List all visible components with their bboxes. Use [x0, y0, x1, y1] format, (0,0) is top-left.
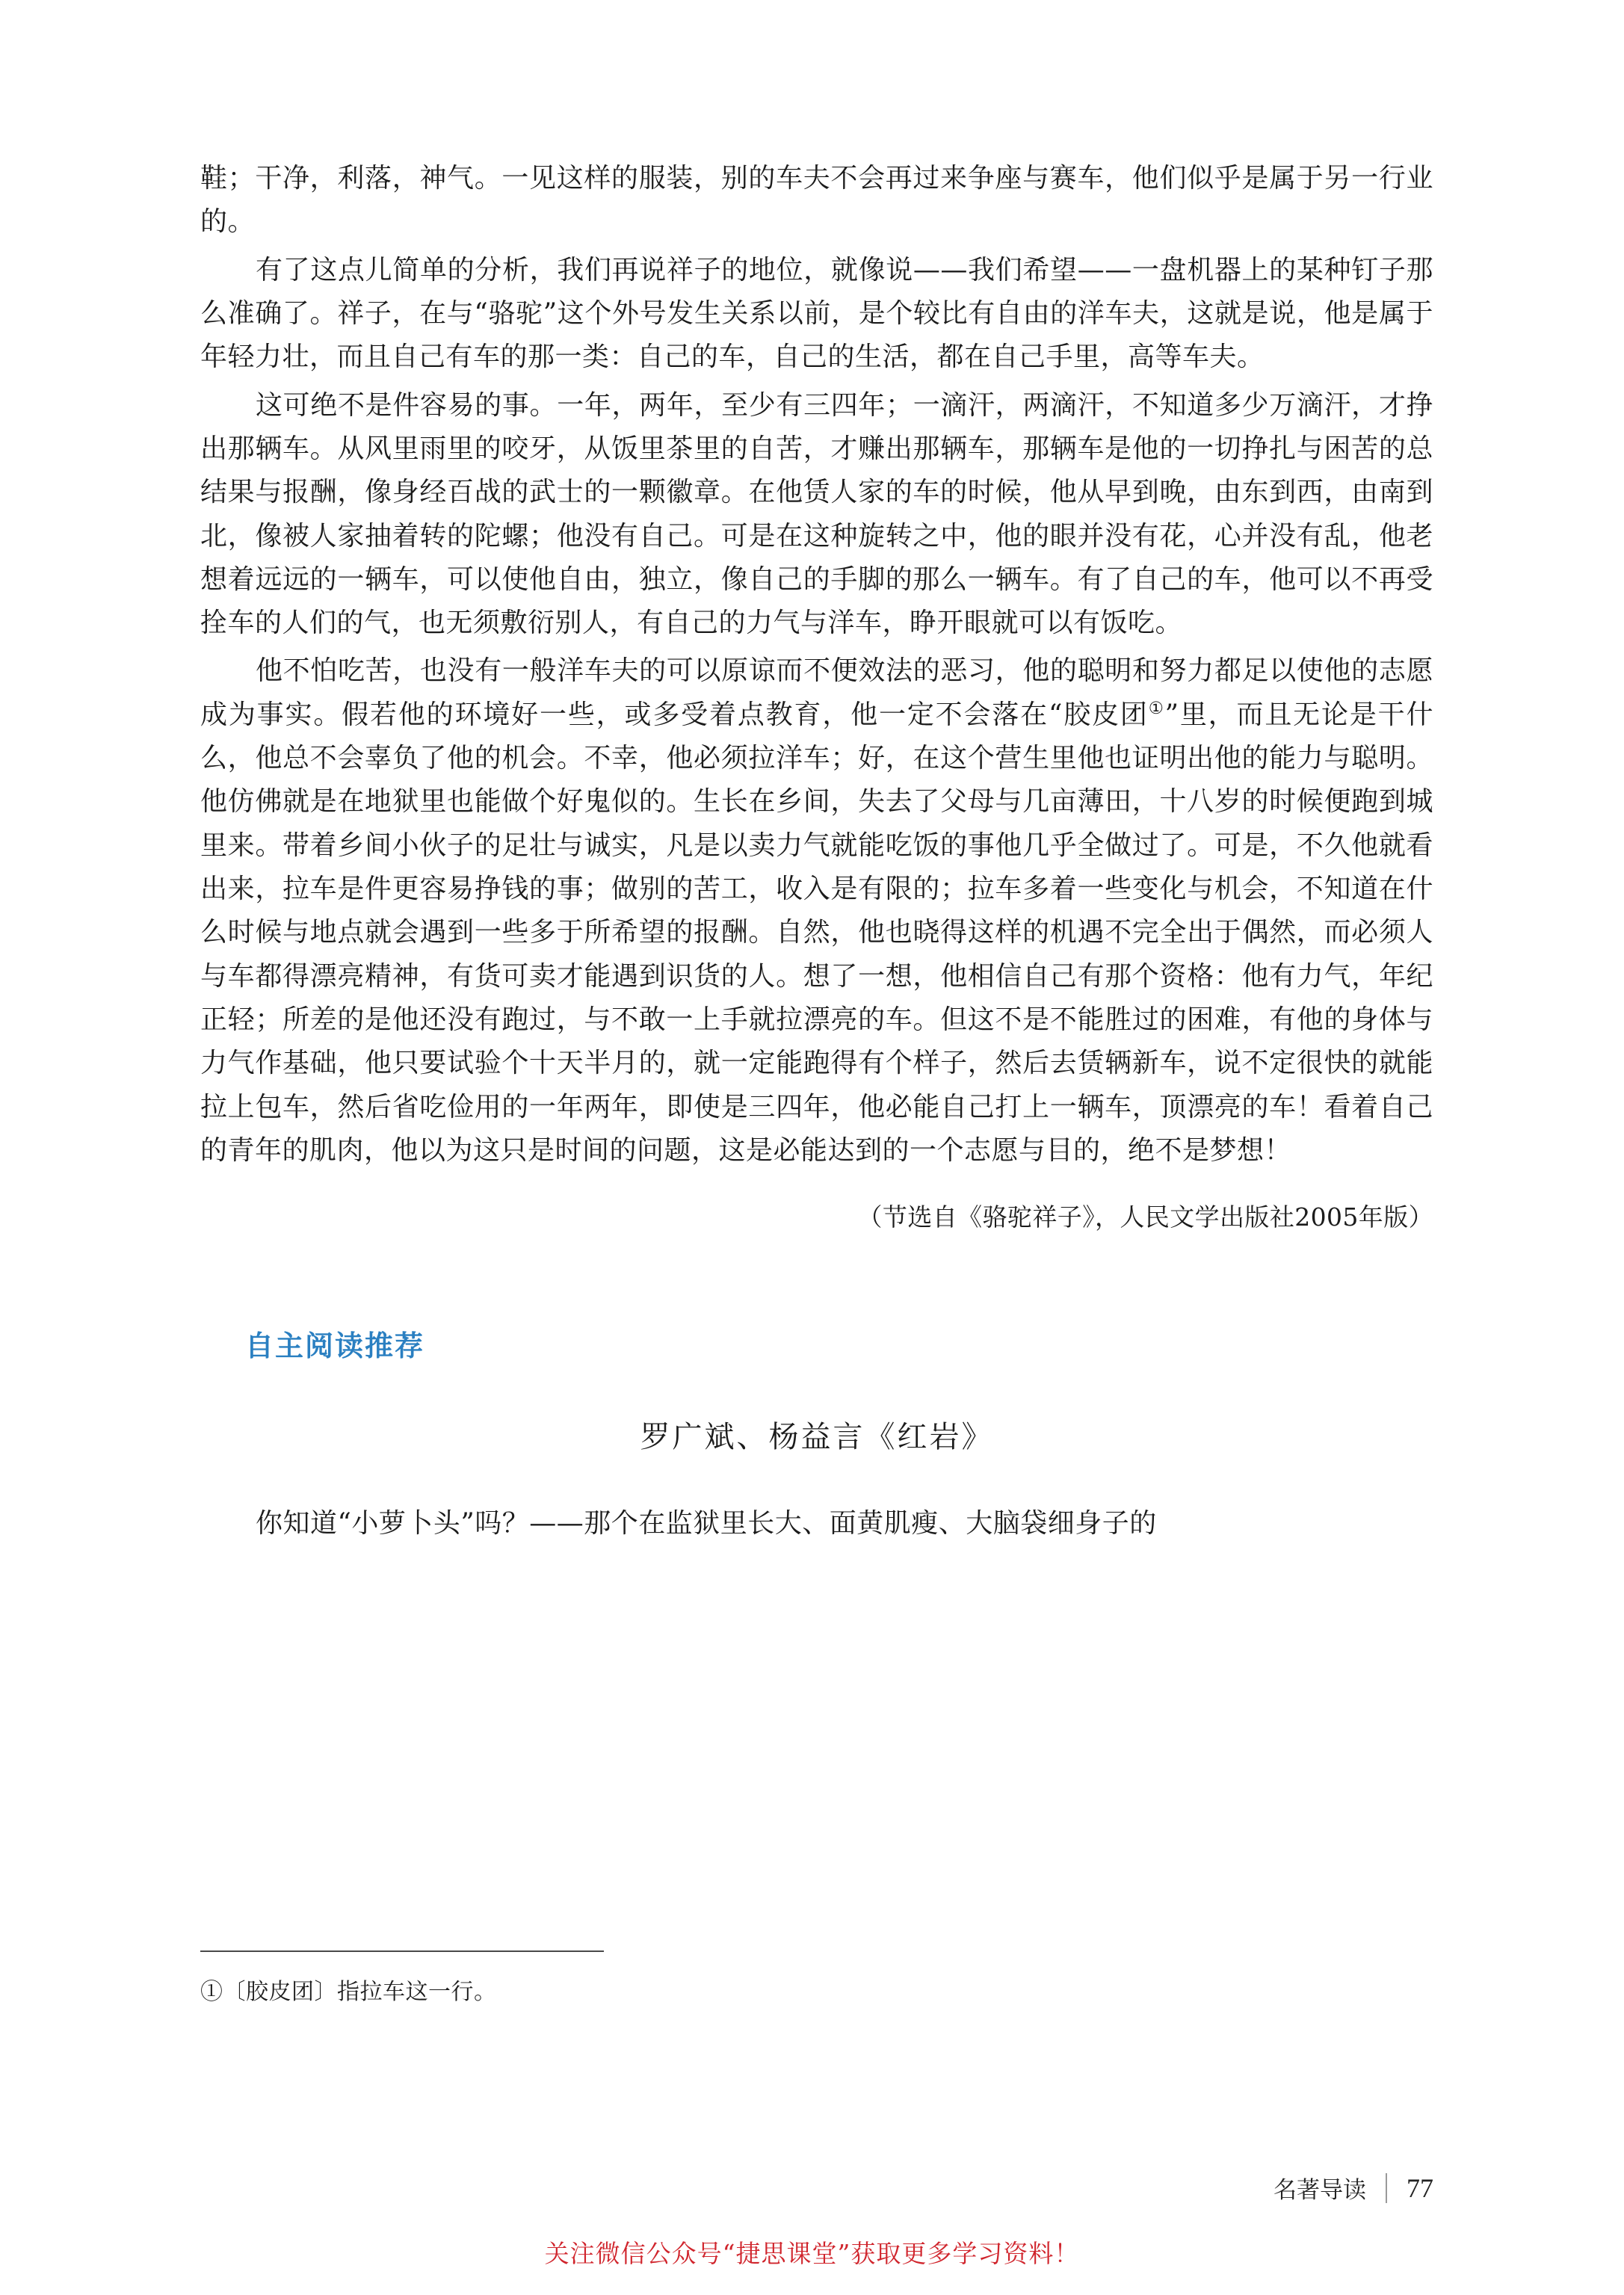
footnote-marker: ①: [1148, 698, 1165, 718]
recommended-book-title: 罗广斌、杨益言《红岩》: [640, 1420, 994, 1455]
footer-section-label: 名著导读: [1273, 2177, 1366, 2204]
source-attribution: （节选自《骆驼祥子》，人民文学出版社2005年版）: [857, 1202, 1433, 1232]
page-footer: [1273, 2171, 1433, 2205]
promo-watermark: 关注微信公众号“捷思课堂”获取更多学习资料！: [544, 2239, 1080, 2268]
paragraph-4-before: 他不怕吃苦，也没有一般洋车夫的可以原谅而不便效法的恶习，他的聪明和努力都足以使他的志愿成为事实。假若他的环境好一些，或多受着点教育，他一定不会落在“胶皮团: [200, 655, 1433, 730]
page-number: 77: [1407, 2172, 1433, 2203]
paragraph-5: 你知道“小萝卜头”吗？——那个在监狱里长大、面黄肌瘦、大脑袋细身子的: [256, 1508, 1157, 1539]
paragraph-1: 鞋；干净，利落，神气。一见这样的服装，别的车夫不会再过来争座与赛车，他们似乎是属于另一行业的。: [200, 163, 1433, 238]
paragraph-4-after: ”里，而且无论是干什么，他总不会辜负了他的机会。不幸，他必须拉洋车；好，在这个营生里他也证明出他的能力与聪明。他仿佛就是在地狱里也能做个好鬼似的。生长在乡间，失去了父母与几亩薄田，十八岁的时候便跑到城里来。带着乡间小伙子的足壮与诚实，凡是以卖力气就能吃饭的事他几乎全做过了。可是，不久他就看出来，拉车是件更容易挣钱的事；做别的苦工，收入是有限的；拉车多着一些变化与机会，不知道在什么时候与地点就会遇到一些多于所希望的报酬。自然，他也晓得这样的机遇不完全出于偶然，而必须人与车都得漂亮精神，有货可卖才能遇到识货的人。想了一想，他相信自己有那个资格：他有力气，年纪正轻；所差的是他还没有跑过，与不敢一上手就拉漂亮的车。但这不是不能胜过的困难，有他的身体与力气作基础，他只要试验个十天半月的，就一定能跑得有个样子，然后去赁辆新车，说不定很快的就能拉上包车，然后省吃俭用的一年两年，即使是三四年，他必能自己打上一辆车，顶漂亮的车！看着自己的青年的肌肉，他以为这只是时间的问题，这是必能达到的一个志愿与目的，绝不是梦想！: [200, 699, 1433, 1166]
footnote-divider: [200, 1950, 604, 1952]
paragraph-4: [200, 649, 1433, 1173]
footer-divider: [1386, 2173, 1387, 2203]
page-content: [200, 157, 1433, 1546]
paragraph-2: 有了这点儿简单的分析，我们再说祥子的地位，就像说——我们希望——一盘机器上的某种钉子那么准确了。祥子，在与“骆驼”这个外号发生关系以前，是个较比有自由的洋车夫，这就是说，他是属于年轻力壮，而且自己有车的那一类：自己的车，自己的生活，都在自己手里，高等车夫。: [200, 254, 1433, 373]
footnote-text: ①〔胶皮团〕指拉车这一行。: [200, 1979, 497, 2005]
paragraph-3: 这可绝不是件容易的事。一年，两年，至少有三四年；一滴汗，两滴汗，不知道多少万滴汗，才挣出那辆车。从风里雨里的咬牙，从饭里茶里的自苦，才赚出那辆车，那辆车是他的一切挣扎与困苦的总结果与报酬，像身经百战的武士的一颗徽章。在他赁人家的车的时候，他从早到晚，由东到西，由南到北，像被人家抽着转的陀螺；他没有自己。可是在这种旋转之中，他的眼并没有花，心并没有乱，他老想着远远的一辆车，可以使他自由，独立，像自己的手脚的那么一辆车。有了自己的车，他可以不再受拴车的人们的气，也无须敷衍别人，有自己的力气与洋车，睁开眼就可以有饭吃。: [200, 389, 1433, 639]
section-heading-reading-recommendation: 自主阅读推荐: [245, 1329, 425, 1363]
